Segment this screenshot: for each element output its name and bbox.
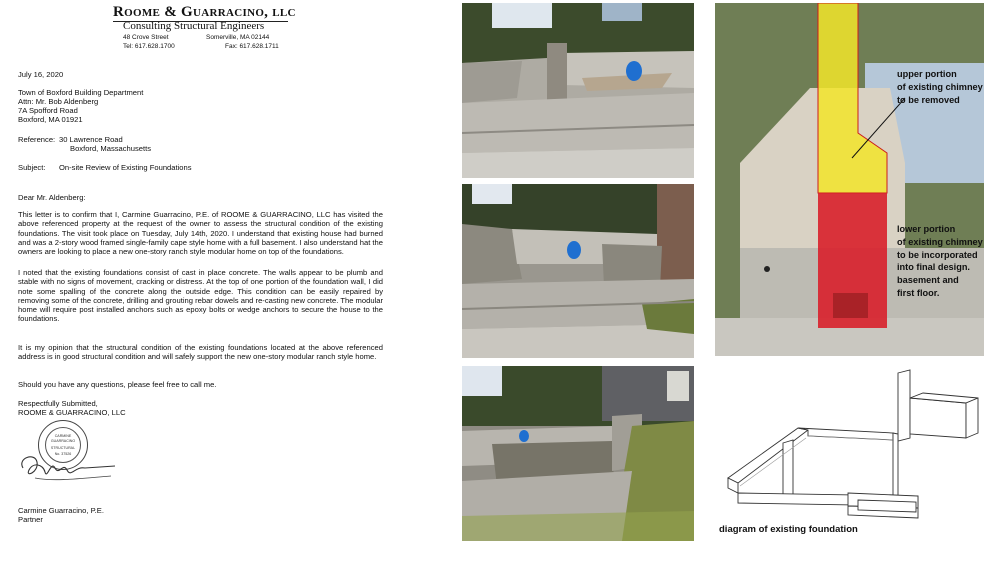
upper-chimney-label-line: of existing chimney bbox=[897, 81, 983, 92]
chimney-photo bbox=[715, 3, 984, 356]
signer-name: Carmine Guarracino, P.E. bbox=[18, 506, 104, 515]
diagram-caption: diagram of existing foundation bbox=[719, 524, 858, 535]
body-paragraph-3: It is my opinion that the structural condition of the existing foundations located at the above referenced address is in good structural condition and will safely support the new one-story modular ranch style home. bbox=[18, 343, 383, 362]
recipient-line: 7A Spofford Road bbox=[18, 106, 78, 116]
reference-line-1: 30 Lawrence Road bbox=[59, 135, 123, 144]
firm-street: 48 Crove Street bbox=[123, 34, 169, 41]
seal-text: STRUCTURAL bbox=[50, 446, 76, 450]
body-paragraph-2: I noted that the existing foundations consist of cast in place concrete. The walls appear to be plumb and stable with no signs of movement, cracking or distress. At the top of one portion of the foundation wall, I did note some spalling of the concrete along the outside edge. This condition can be easily repaired by removing some of the concrete, drilling and grouting rebar dowels and re-casting new concrete. The modular home will require post installed anchors such as epoxy bolts or wedge anchors to secure the house to the foundations. bbox=[18, 268, 383, 324]
subject-label: Subject: bbox=[18, 163, 46, 172]
upper-chimney-label-line: to be removed bbox=[897, 94, 960, 105]
recipient-line: Attn: Mr. Bob Aldenberg bbox=[18, 97, 99, 107]
photo-3-scene bbox=[462, 366, 694, 541]
upper-chimney-label bbox=[897, 68, 983, 106]
lower-chimney-label bbox=[897, 223, 983, 300]
signature bbox=[15, 448, 125, 488]
seal-text: GUARRACINO bbox=[50, 439, 76, 443]
lower-chimney-label-line: first floor. bbox=[897, 287, 940, 298]
lower-chimney-label-line: lower portion bbox=[897, 224, 956, 234]
firm-tel: Tel: 617.628.1700 bbox=[123, 43, 175, 50]
firm-name: Roome & Guarracino, llc bbox=[113, 4, 296, 20]
photo-1-scene bbox=[462, 3, 694, 178]
foundation-diagram bbox=[718, 368, 988, 523]
upper-chimney-label-line: upper portion bbox=[897, 69, 957, 79]
subject-text: On-site Review of Existing Foundations bbox=[59, 163, 192, 172]
lower-chimney-label-line: of existing chimney bbox=[897, 236, 983, 247]
recipient-line: Town of Boxford Building Department bbox=[18, 88, 144, 97]
salutation: Dear Mr. Aldenberg: bbox=[18, 193, 86, 202]
reference-label: Reference: bbox=[18, 135, 56, 144]
closing-line-2: ROOME & GUARRACINO, LLC bbox=[18, 408, 126, 417]
firm-city: Somerville, MA 02144 bbox=[206, 34, 270, 41]
recipient-block bbox=[18, 88, 143, 124]
recipient-line: Boxford, MA 01921 bbox=[18, 115, 83, 125]
lower-chimney-label-line: to be incorporated bbox=[897, 249, 978, 260]
signer-title: Partner bbox=[18, 515, 43, 524]
lower-chimney-label-line: into final design. bbox=[897, 262, 970, 273]
body-paragraph-4: Should you have any questions, please feel free to call me. bbox=[18, 380, 217, 389]
foundation-photo-3 bbox=[462, 366, 694, 541]
seal-text: CARMINE bbox=[54, 434, 72, 438]
photo-2-scene bbox=[462, 184, 694, 358]
closing-line-1: Respectfully Submitted, bbox=[18, 399, 98, 408]
firm-fax: Fax: 617.628.1711 bbox=[225, 43, 279, 50]
letter-date: July 16, 2020 bbox=[18, 70, 64, 79]
reference-line-2: Boxford, Massachusetts bbox=[70, 144, 152, 153]
seal-text: No. 37526 bbox=[54, 452, 72, 456]
lower-chimney-label-line: basement and bbox=[897, 275, 959, 286]
foundation-photo-2 bbox=[462, 184, 694, 358]
foundation-photo-1 bbox=[462, 3, 694, 178]
chimney-scene bbox=[715, 3, 984, 356]
firm-subtitle: Consulting Structural Engineers bbox=[123, 20, 265, 32]
body-paragraph-1: This letter is to confirm that I, Carmine Guarracino, P.E. of ROOME & GUARRACINO, LLC has visited the above referenced property at the request of the owner to assess the structural condition of the existing foundations. The visit took place on Tuesday, July 14th, 2020. I understand that existing house had burned and was a 2-story wood framed single-family cape style home with a full basement. I also understand hat the owners are looking to place a new one-story ranch style modular home on top of the foundations. bbox=[18, 210, 383, 257]
